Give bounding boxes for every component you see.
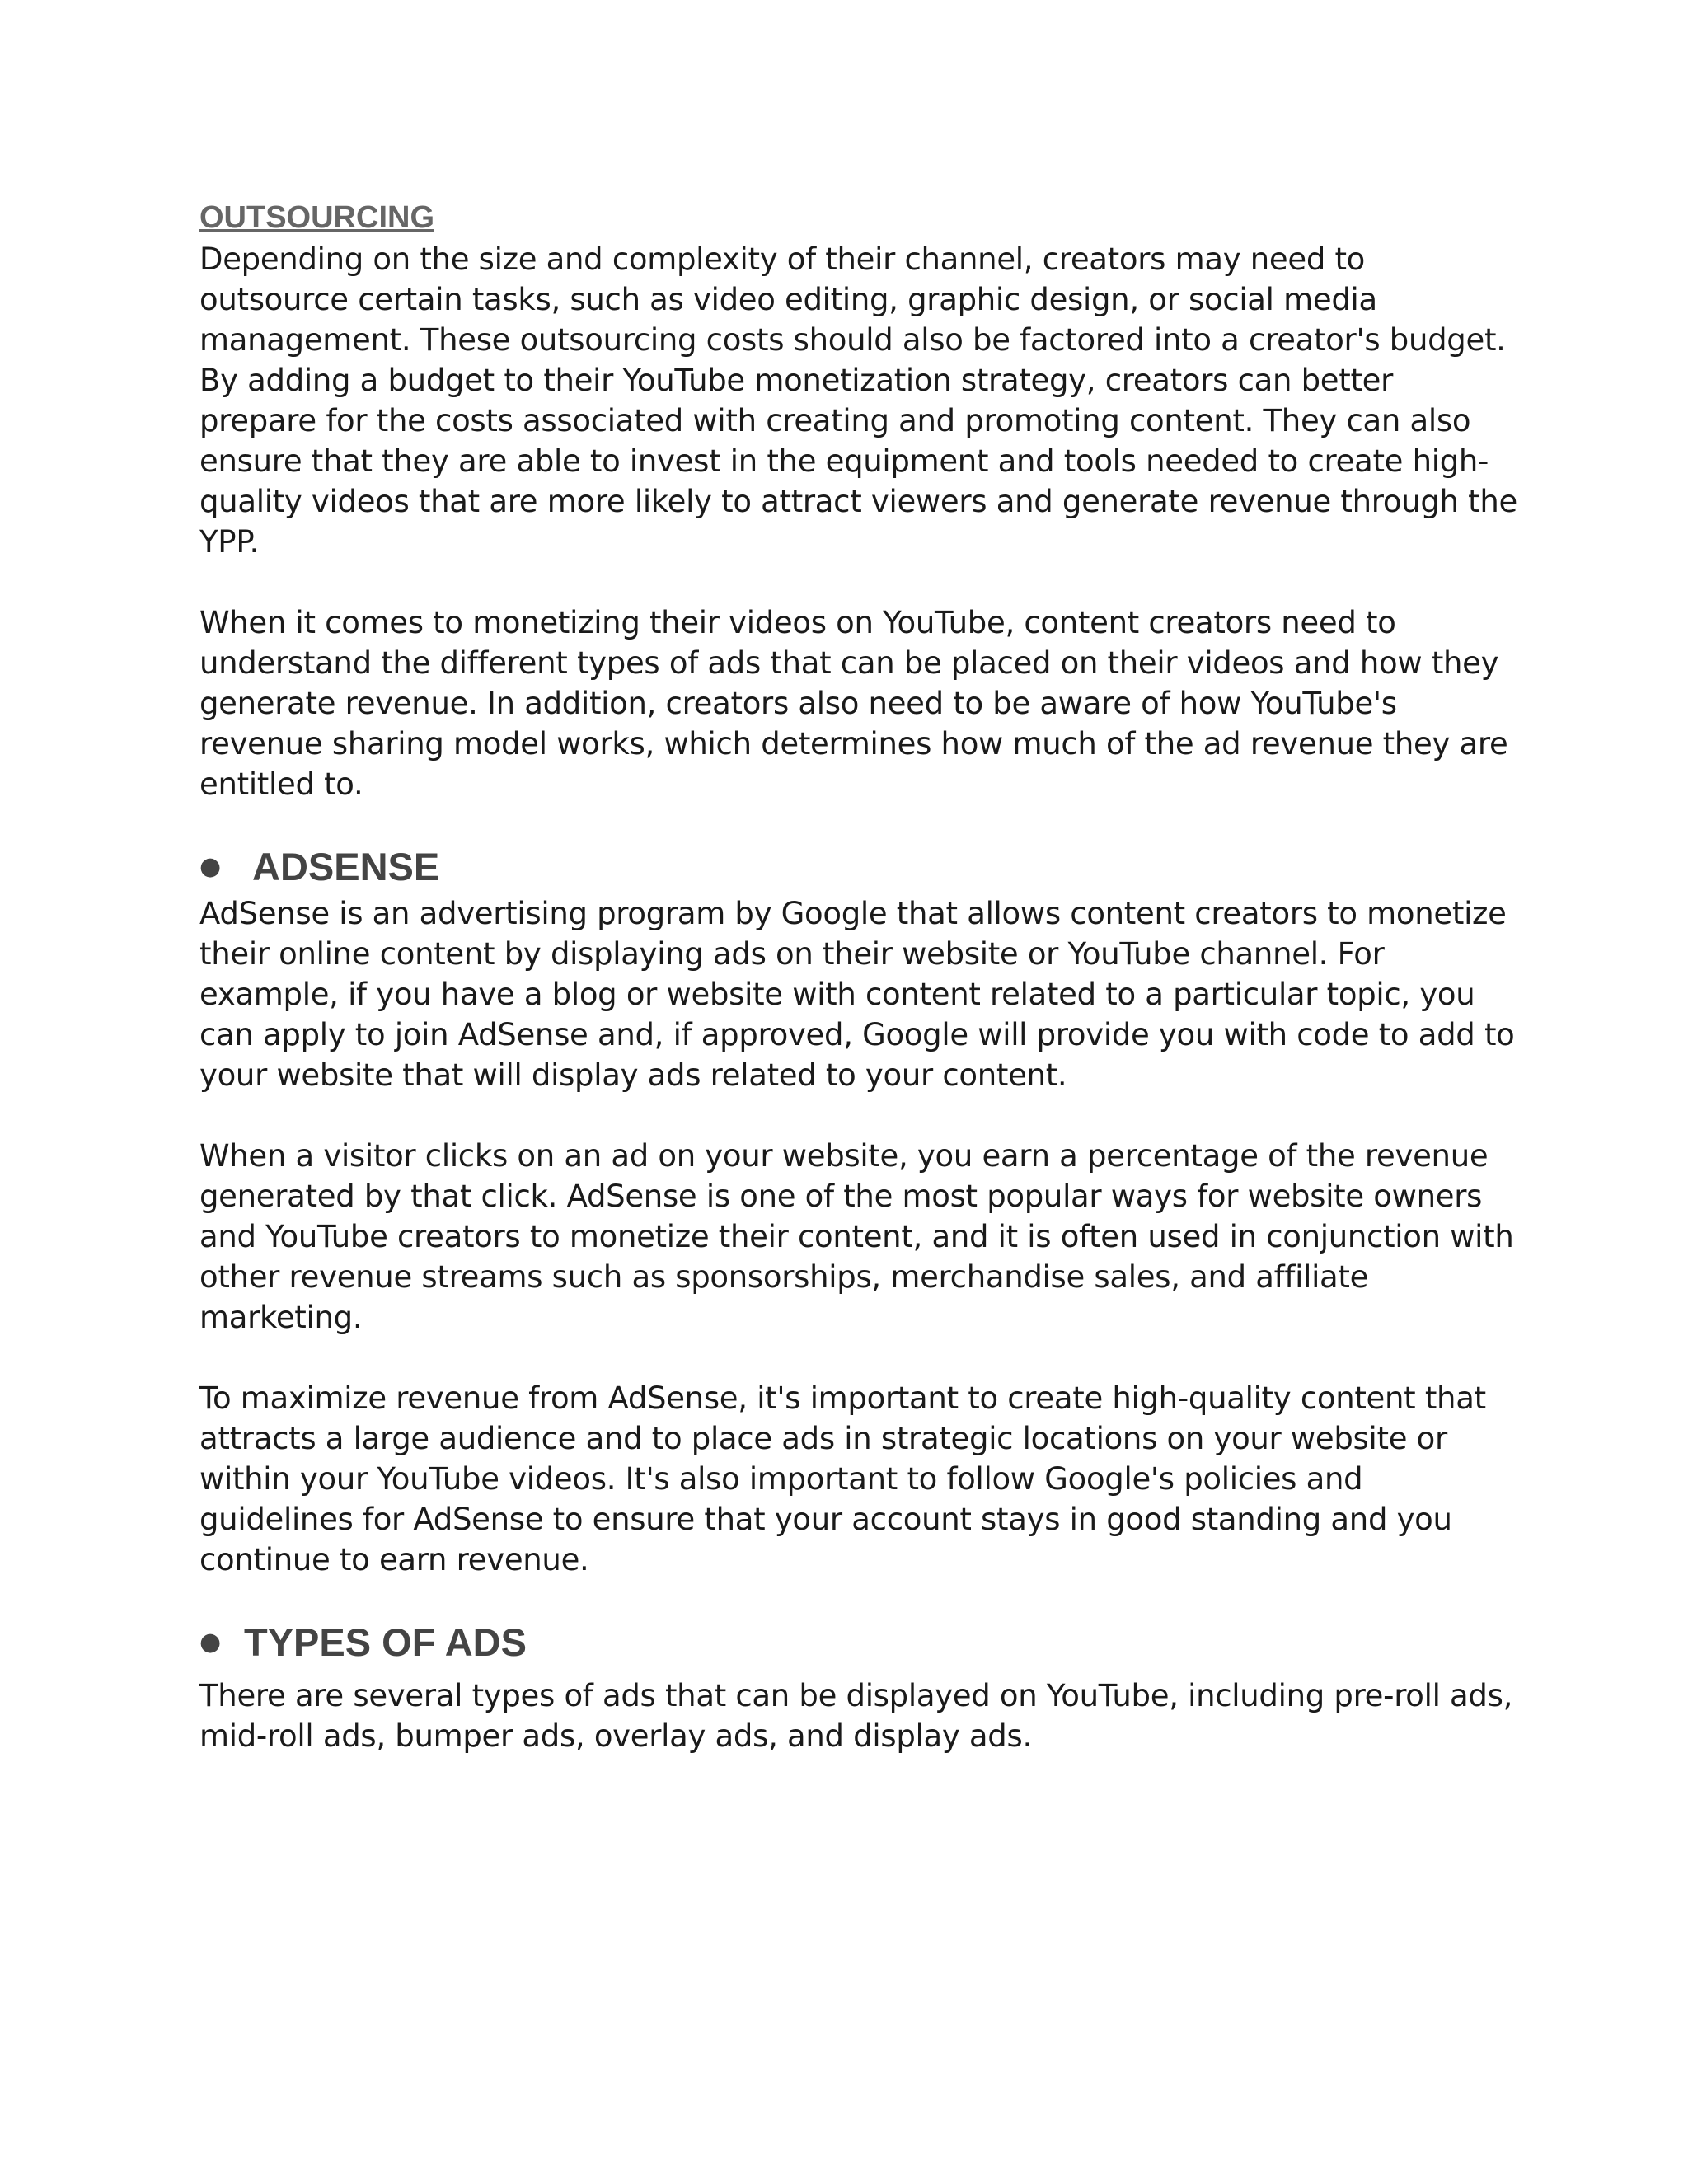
spacer bbox=[199, 1338, 1518, 1378]
types-of-ads-heading bbox=[199, 1616, 1518, 1669]
outsourcing-paragraph-1: Depending on the size and complexity of their channel, creators may need to outsource certain tasks, such as video editing, graphic design, or social media management. These outsourcing costs should also be factored into a creator's budget. bbox=[199, 241, 1506, 358]
adsense-paragraph-2: When a visitor clicks on an ad on your website, you earn a percentage of the revenue generated by that click. AdSense is one of the most popular ways for website owners and YouTube creators to monetize their content, and it is often used in conjunction with other revenue streams such as sponsorships, merchandise sales, and affiliate marketing. bbox=[199, 1138, 1514, 1335]
spacer bbox=[199, 1669, 1518, 1675]
spacer bbox=[199, 1580, 1518, 1616]
outsourcing-paragraph-2: By adding a budget to their YouTube monetization strategy, creators can better prepare for the costs associated with creating and promoting content. They can also ensure that they are able to invest in the equipment and tools needed to create high-quality videos that are more likely to attract viewers and generate revenue through the YPP. bbox=[199, 363, 1517, 560]
adsense-paragraph-1: AdSense is an advertising program by Google that allows content creators to monetize their online content by displaying ads on their website or YouTube channel. For example, if you have a blog or website with content related to a particular topic, you can apply to join AdSense and, if approved, Google will provide you with code to add to your website that will display ads related to your content. bbox=[199, 896, 1515, 1093]
bullet-icon: ● bbox=[199, 1628, 222, 1657]
types-of-ads-heading-text: TYPES OF ADS bbox=[244, 1620, 527, 1664]
types-of-ads-paragraph-1: There are several types of ads that can be displayed on YouTube, including pre-roll ads, mid-roll ads, bumper ads, overlay ads, and display ads. bbox=[199, 1678, 1513, 1754]
adsense-heading-text: ADSENSE bbox=[252, 845, 440, 888]
adsense-heading bbox=[199, 841, 1518, 893]
outsourcing-paragraph-3: When it comes to monetizing their videos on YouTube, content creators need to understand the different types of ads that can be placed on their videos and how they generate revenue. In addition, creators also need to be aware of how YouTube's revenue sharing model works, which determines how much of the ad revenue they are entitled to. bbox=[199, 605, 1508, 802]
spacer bbox=[199, 804, 1518, 841]
adsense-paragraph-3: To maximize revenue from AdSense, it's important to create high-quality content that attracts a large audience and to place ads in strategic locations on your website or within your YouTube videos. It's also important to follow Google's policies and guidelines for AdSense to ensure that your account stays in good standing and you continue to earn revenue. bbox=[199, 1380, 1486, 1577]
bullet-icon: ● bbox=[199, 852, 222, 881]
document-page bbox=[199, 196, 1518, 1756]
spacer bbox=[199, 1095, 1518, 1136]
outsourcing-label: OUTSOURCING bbox=[199, 200, 434, 235]
spacer bbox=[199, 562, 1518, 602]
